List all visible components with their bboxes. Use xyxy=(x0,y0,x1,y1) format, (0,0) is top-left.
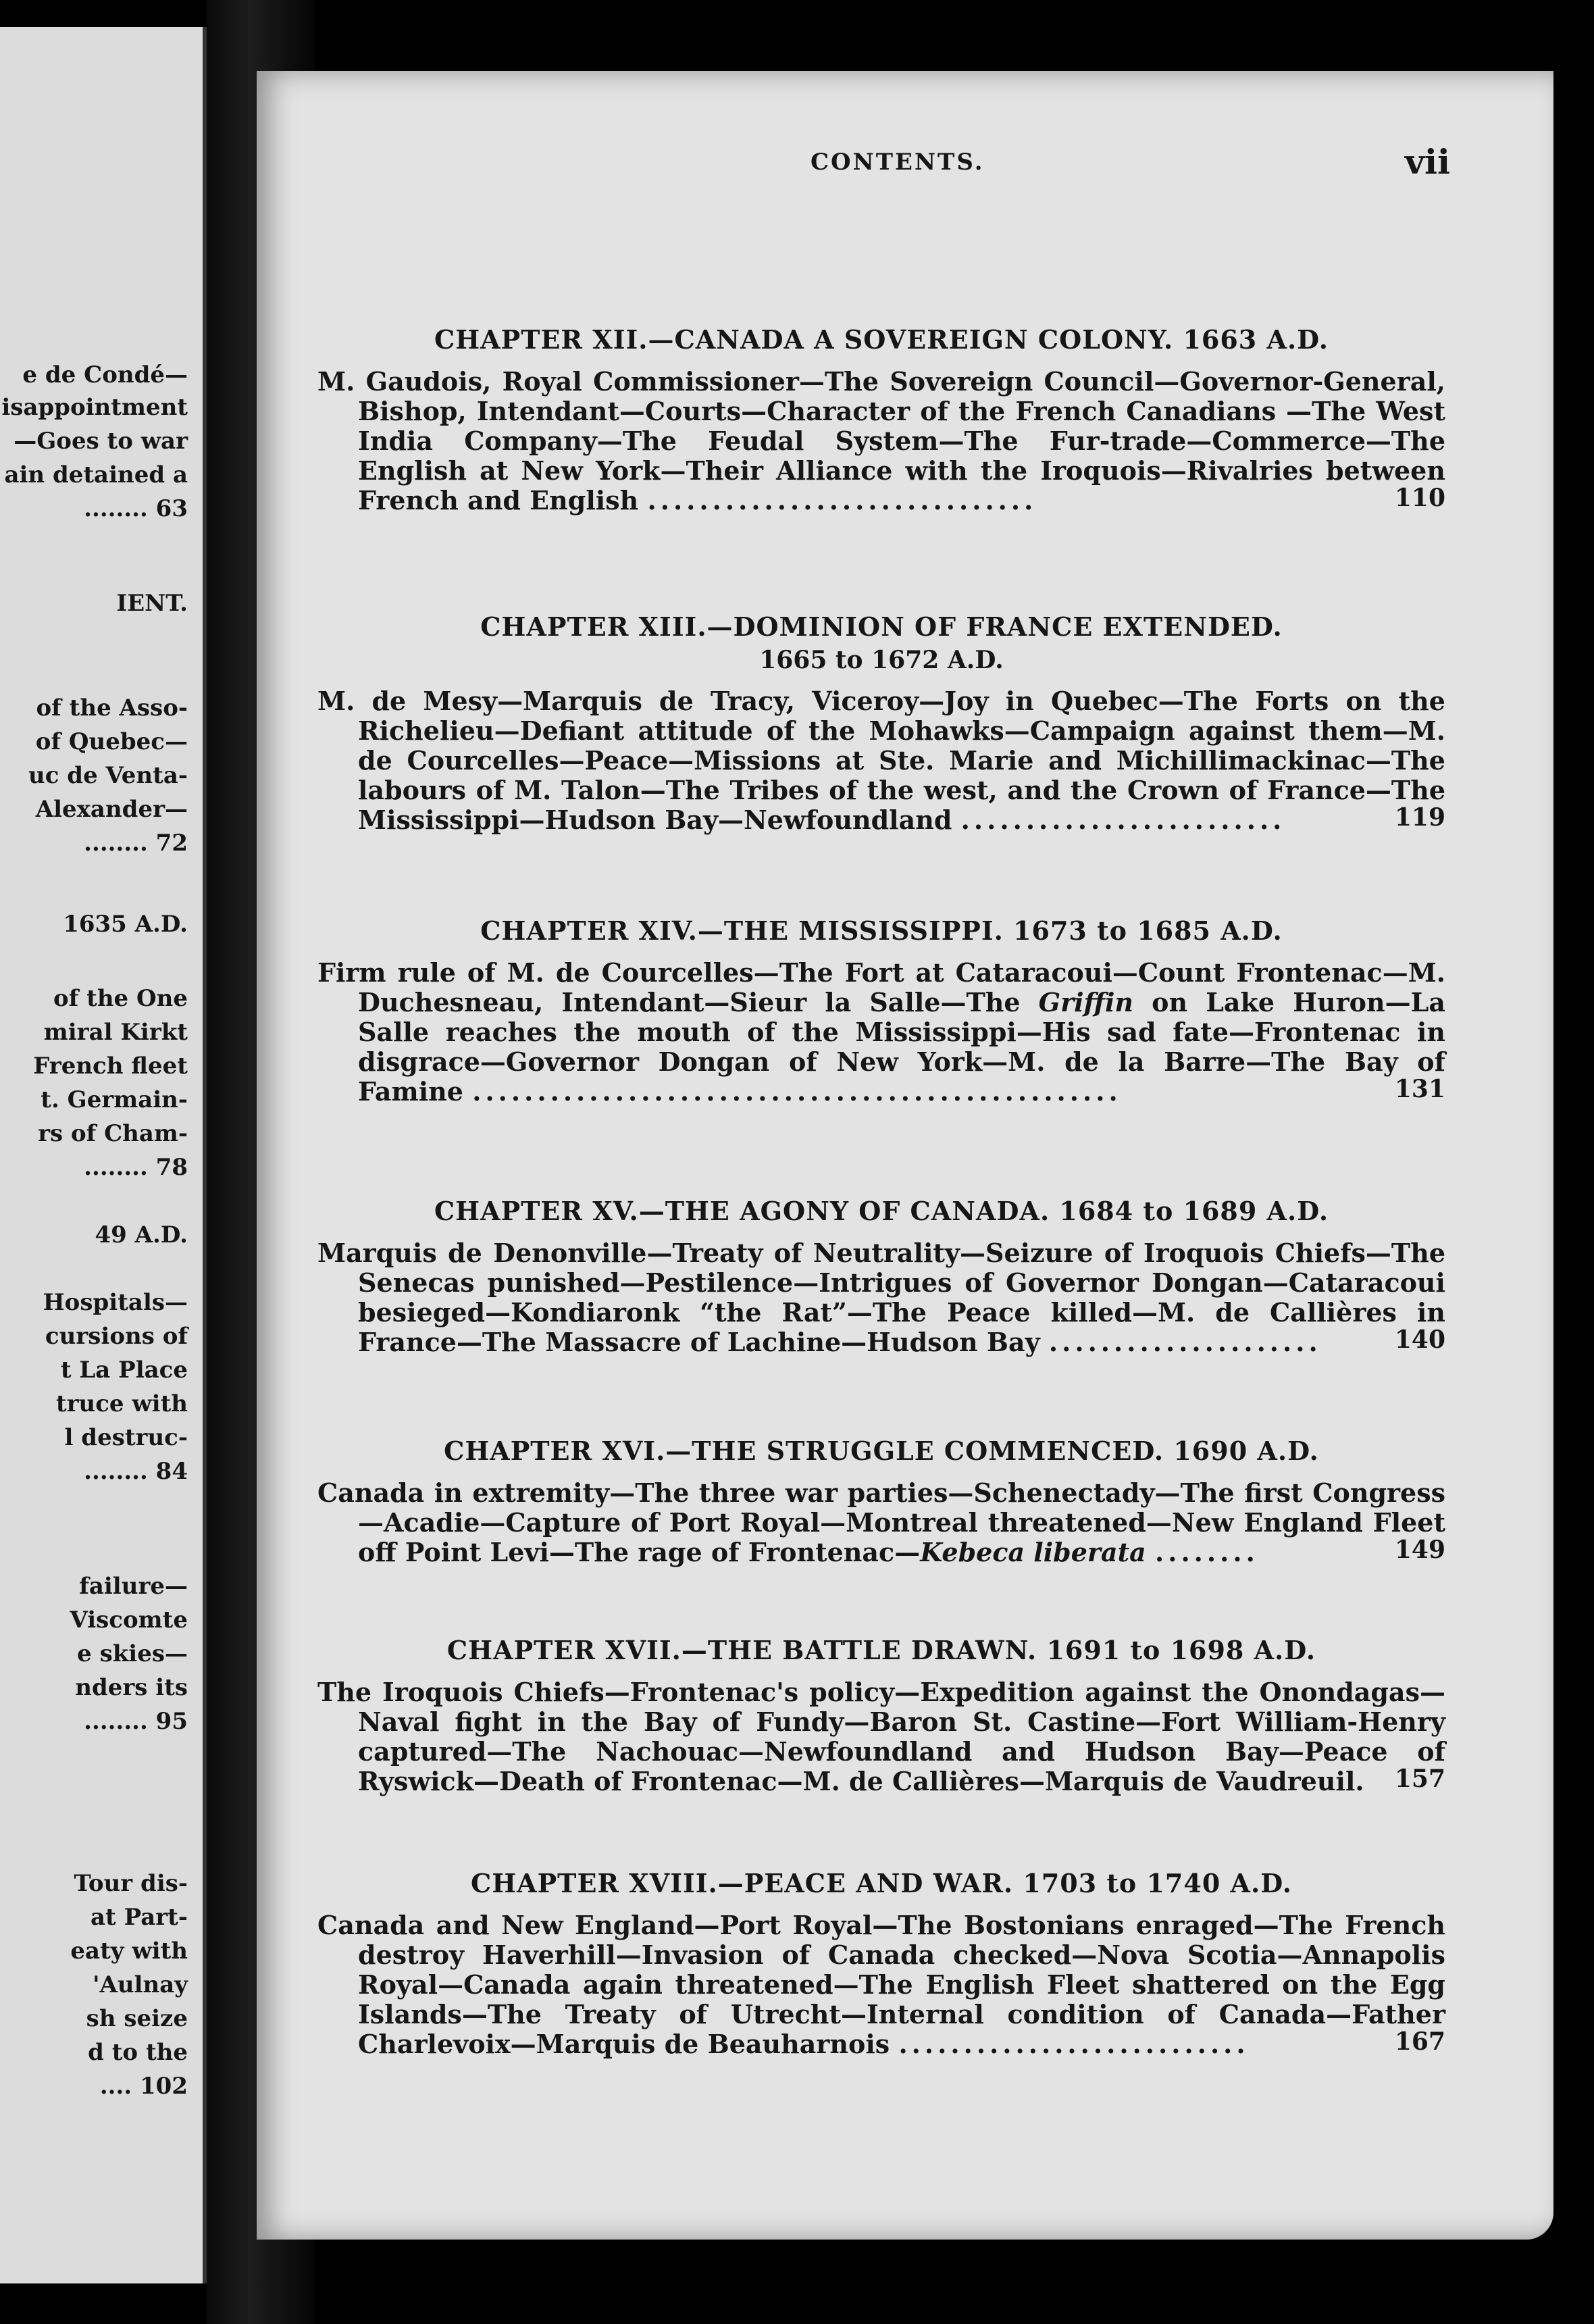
left-fragment: t. Germain- xyxy=(41,1086,188,1113)
left-fragment: e de Condé— xyxy=(22,361,188,388)
chapter-title: CHAPTER XIV.—THE MISSISSIPPI. 1673 to 1685 A.D. xyxy=(480,915,1283,946)
chapter-summary xyxy=(317,367,1445,515)
summary-text: Firm rule of M. de Courcelles—The Fort at Cataracoui—Count Frontenac—M. Duchesneau, Intendant—Sieur la Salle—The xyxy=(317,957,1445,1017)
left-fragment: at Part- xyxy=(91,1904,188,1931)
left-fragment: Hospitals— xyxy=(43,1289,188,1316)
chapter-entry xyxy=(317,1635,1445,1796)
summary-text: M. de Mesy—Marquis de Tracy, Viceroy—Joy in Quebec—The Forts on the Richelieu—Defiant attitude of the Mohawks—Campaign against them—M. de Courcelles—Peace—Missions at Ste. Marie and Michillimackinac—The labours of M. Talon—The Tribes of the west, and the Crown of France—The Mississippi—Hudson Bay—Newfoundland xyxy=(317,686,1445,835)
chapter-summary xyxy=(317,958,1445,1107)
left-fragment: cursions of xyxy=(45,1323,188,1350)
chapter-page-number: 110 xyxy=(1394,484,1445,512)
chapter-page-number: 157 xyxy=(1394,1765,1445,1793)
chapter-summary xyxy=(317,1478,1445,1567)
left-fragment: IENT. xyxy=(116,590,188,617)
chapter-summary xyxy=(317,686,1445,835)
chapter-entry xyxy=(317,915,1445,1107)
chapter-page-number: 131 xyxy=(1394,1075,1445,1103)
left-fragment: ........ 72 xyxy=(84,830,188,857)
dot-leaders: ......................... xyxy=(960,805,1286,835)
page-number: vii xyxy=(1405,142,1451,182)
left-fragment: sh seize xyxy=(86,2005,188,2032)
chapter-title: CHAPTER XIII.—DOMINION OF FRANCE EXTENDED. xyxy=(480,611,1283,642)
left-fragment: isappointment xyxy=(1,394,188,421)
summary-text: on Lake Huron—La Salle reaches the mouth of the Mississippi—His sad fate—Frontenac in disgrace—Governor Dongan of New York—M. de la Barre—The Bay of Famine xyxy=(358,987,1445,1107)
left-fragment: eaty with xyxy=(70,1938,188,1965)
chapter-summary xyxy=(317,1911,1445,2059)
left-fragment: uc de Venta- xyxy=(28,762,188,789)
left-fragment: ........ 95 xyxy=(84,1708,188,1735)
left-fragment: ........ 84 xyxy=(84,1458,188,1485)
summary-text: Marquis de Denonville—Treaty of Neutrality—Seizure of Iroquois Chiefs—The Senecas punished—Pestilence—Intrigues of Governor Dongan—Cataracoui besieged—Kondiaronk “the Rat”—The Peace killed—M. de Callières in France—The Massacre of Lachine—Hudson Bay xyxy=(317,1238,1445,1357)
dot-leaders: .................................................. xyxy=(472,1076,1122,1107)
running-head: CONTENTS. xyxy=(811,149,985,176)
left-fragment: l destruc- xyxy=(64,1424,188,1451)
chapter-title: CHAPTER XVI.—THE STRUGGLE COMMENCED. 1690 A.D. xyxy=(444,1436,1319,1466)
left-fragment: miral Kirkt xyxy=(43,1019,188,1046)
summary-text: The Iroquois Chiefs—Frontenac's policy—Expedition against the Onondagas—Naval fight in the Bay of Fundy—Baron St. Castine—Fort William-Henry captured—The Nachouac—Newfoundland and Hudson Bay—Peace of Ryswick—Death of Frontenac—M. de Callières—Marquis de Vaudreuil. xyxy=(317,1677,1445,1796)
left-fragment: Tour dis- xyxy=(74,1870,188,1897)
left-fragment: of the One xyxy=(53,985,188,1012)
chapter-entry xyxy=(317,1436,1445,1567)
chapter-entry xyxy=(317,1868,1445,2059)
dot-leaders: ..................... xyxy=(1048,1327,1322,1357)
left-fragment: French fleet xyxy=(33,1053,188,1080)
left-page xyxy=(0,27,207,2283)
left-fragment: Viscomte xyxy=(70,1607,188,1634)
chapter-page-number: 149 xyxy=(1394,1536,1445,1564)
left-fragment: d to the xyxy=(88,2039,188,2066)
chapter-entry xyxy=(317,1196,1445,1357)
chapter-page-number: 119 xyxy=(1394,803,1445,832)
left-fragment: e skies— xyxy=(77,1640,188,1667)
summary-text: Canada in extremity—The three war parties—Schenectady—The first Congress—Acadie—Capture of Port Royal—Montreal threatened—New England Fleet off Point Levi—The rage of Frontenac— xyxy=(317,1477,1445,1567)
dot-leaders: .............................. xyxy=(647,485,1037,515)
chapter-summary xyxy=(317,1677,1445,1796)
chapter-entry xyxy=(317,611,1445,835)
chapter-page-number: 167 xyxy=(1394,2027,1445,2056)
left-fragment: of the Asso- xyxy=(36,694,188,722)
chapter-page-number: 140 xyxy=(1394,1325,1445,1354)
chapter-title: CHAPTER XII.—CANADA A SOVEREIGN COLONY. 1663 A.D. xyxy=(434,324,1329,355)
summary-text: M. Gaudois, Royal Commissioner—The Sovereign Council—Governor-General, Bishop, Intendant—Courts—Character of the French Canadians —The West India Company—The Feudal System—The Fur-trade—Commerce—The English at New York—Their Alliance with the Iroquois—Rivalries between French and English xyxy=(317,366,1445,515)
left-fragment: Alexander— xyxy=(35,796,188,823)
left-fragment: rs of Cham- xyxy=(38,1120,188,1147)
italic-phrase: Kebeca liberata xyxy=(920,1537,1146,1567)
chapter-title: CHAPTER XVIII.—PEACE AND WAR. 1703 to 1740 A.D. xyxy=(470,1868,1293,1898)
left-fragment: ........ 63 xyxy=(84,495,188,522)
left-fragment: ........ 78 xyxy=(84,1154,188,1181)
left-fragment: t La Place xyxy=(60,1357,188,1384)
left-fragment: failure— xyxy=(79,1573,188,1600)
left-fragment: 49 A.D. xyxy=(95,1221,188,1248)
chapter-title: CHAPTER XVII.—THE BATTLE DRAWN. 1691 to 1698 A.D. xyxy=(446,1635,1316,1665)
summary-text: Canada and New England—Port Royal—The Bostonians enraged—The French destroy Haverhill—Invasion of Canada checked—Nova Scotia—Annapolis Royal—Canada again threatened—The English Fleet shattered on the Egg Islands—The Treaty of Utrecht—Internal condition of Canada—Father Charlevoix—Marquis de Beauharnois xyxy=(317,1910,1445,2059)
chapter-dates: 1665 to 1672 A.D. xyxy=(759,646,1004,674)
ship-name: Griffin xyxy=(1038,987,1134,1017)
left-fragment: nders its xyxy=(75,1674,188,1701)
left-fragment: truce with xyxy=(55,1390,188,1417)
left-fragment: of Quebec— xyxy=(35,728,188,755)
left-fragment: .... 102 xyxy=(99,2073,188,2100)
chapter-summary xyxy=(317,1238,1445,1357)
left-fragment: —Goes to war xyxy=(14,428,188,455)
left-fragment: 'Aulnay xyxy=(93,1971,188,1998)
left-fragment: ain detained a xyxy=(4,461,188,488)
left-fragment: 1635 A.D. xyxy=(63,911,188,938)
chapter-entry xyxy=(317,324,1445,515)
chapter-title: CHAPTER XV.—THE AGONY OF CANADA. 1684 to 1689 A.D. xyxy=(434,1196,1329,1226)
dot-leaders: ........ xyxy=(1154,1537,1259,1567)
dot-leaders: ........................... xyxy=(898,2029,1250,2059)
